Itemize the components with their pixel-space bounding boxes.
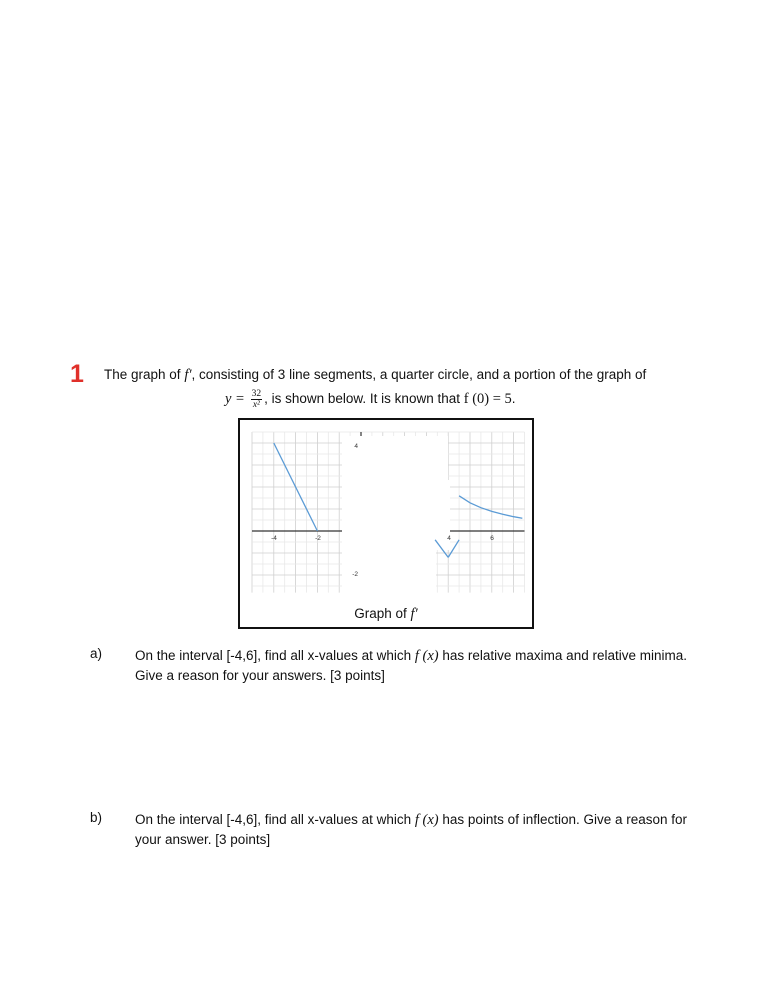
initial-condition: f (0) = 5 (463, 391, 512, 408)
part-b-text: On the interval [-4,6], find all x-values at which f (x) has points of inflection. Give a reason for your answer. [3 points] (135, 812, 688, 847)
question-stem-line2: y = $\frac{32}{\text{x²}}$ , is shown below. It is known that f (0) = 5. (225, 389, 516, 410)
y-tick-label: 4 (354, 443, 358, 450)
x-tick-label: -4 (271, 535, 277, 542)
graph-plot (240, 420, 532, 627)
x-tick-label: 6 (490, 535, 494, 542)
question-number: 1 (70, 360, 84, 388)
blank-region (380, 480, 450, 550)
fraction-32-over-x2: $\frac{32}{\text{x²}}$ (251, 389, 262, 410)
part-a-label: a) (90, 646, 103, 661)
y-tick-label: -2 (352, 571, 358, 578)
graph-caption: Graph of f′ (354, 606, 418, 622)
question-stem-line1: The graph of f′, consisting of 3 line segments, a quarter circle, and a portion of the graph of (104, 367, 647, 383)
f-prime-symbol: f′ (184, 367, 192, 383)
part-b-label: b) (90, 810, 103, 825)
part-a-text: On the interval [-4,6], find all x-values at which f (x) has relative maxima and relative minima. Give a reason for your answers. [3 points] (135, 648, 687, 683)
x-tick-label: -2 (315, 535, 321, 542)
y-equals: y = (225, 391, 245, 408)
x-tick-label: 4 (447, 535, 451, 542)
graph-series-line (459, 496, 522, 518)
graph-figure (238, 418, 534, 629)
